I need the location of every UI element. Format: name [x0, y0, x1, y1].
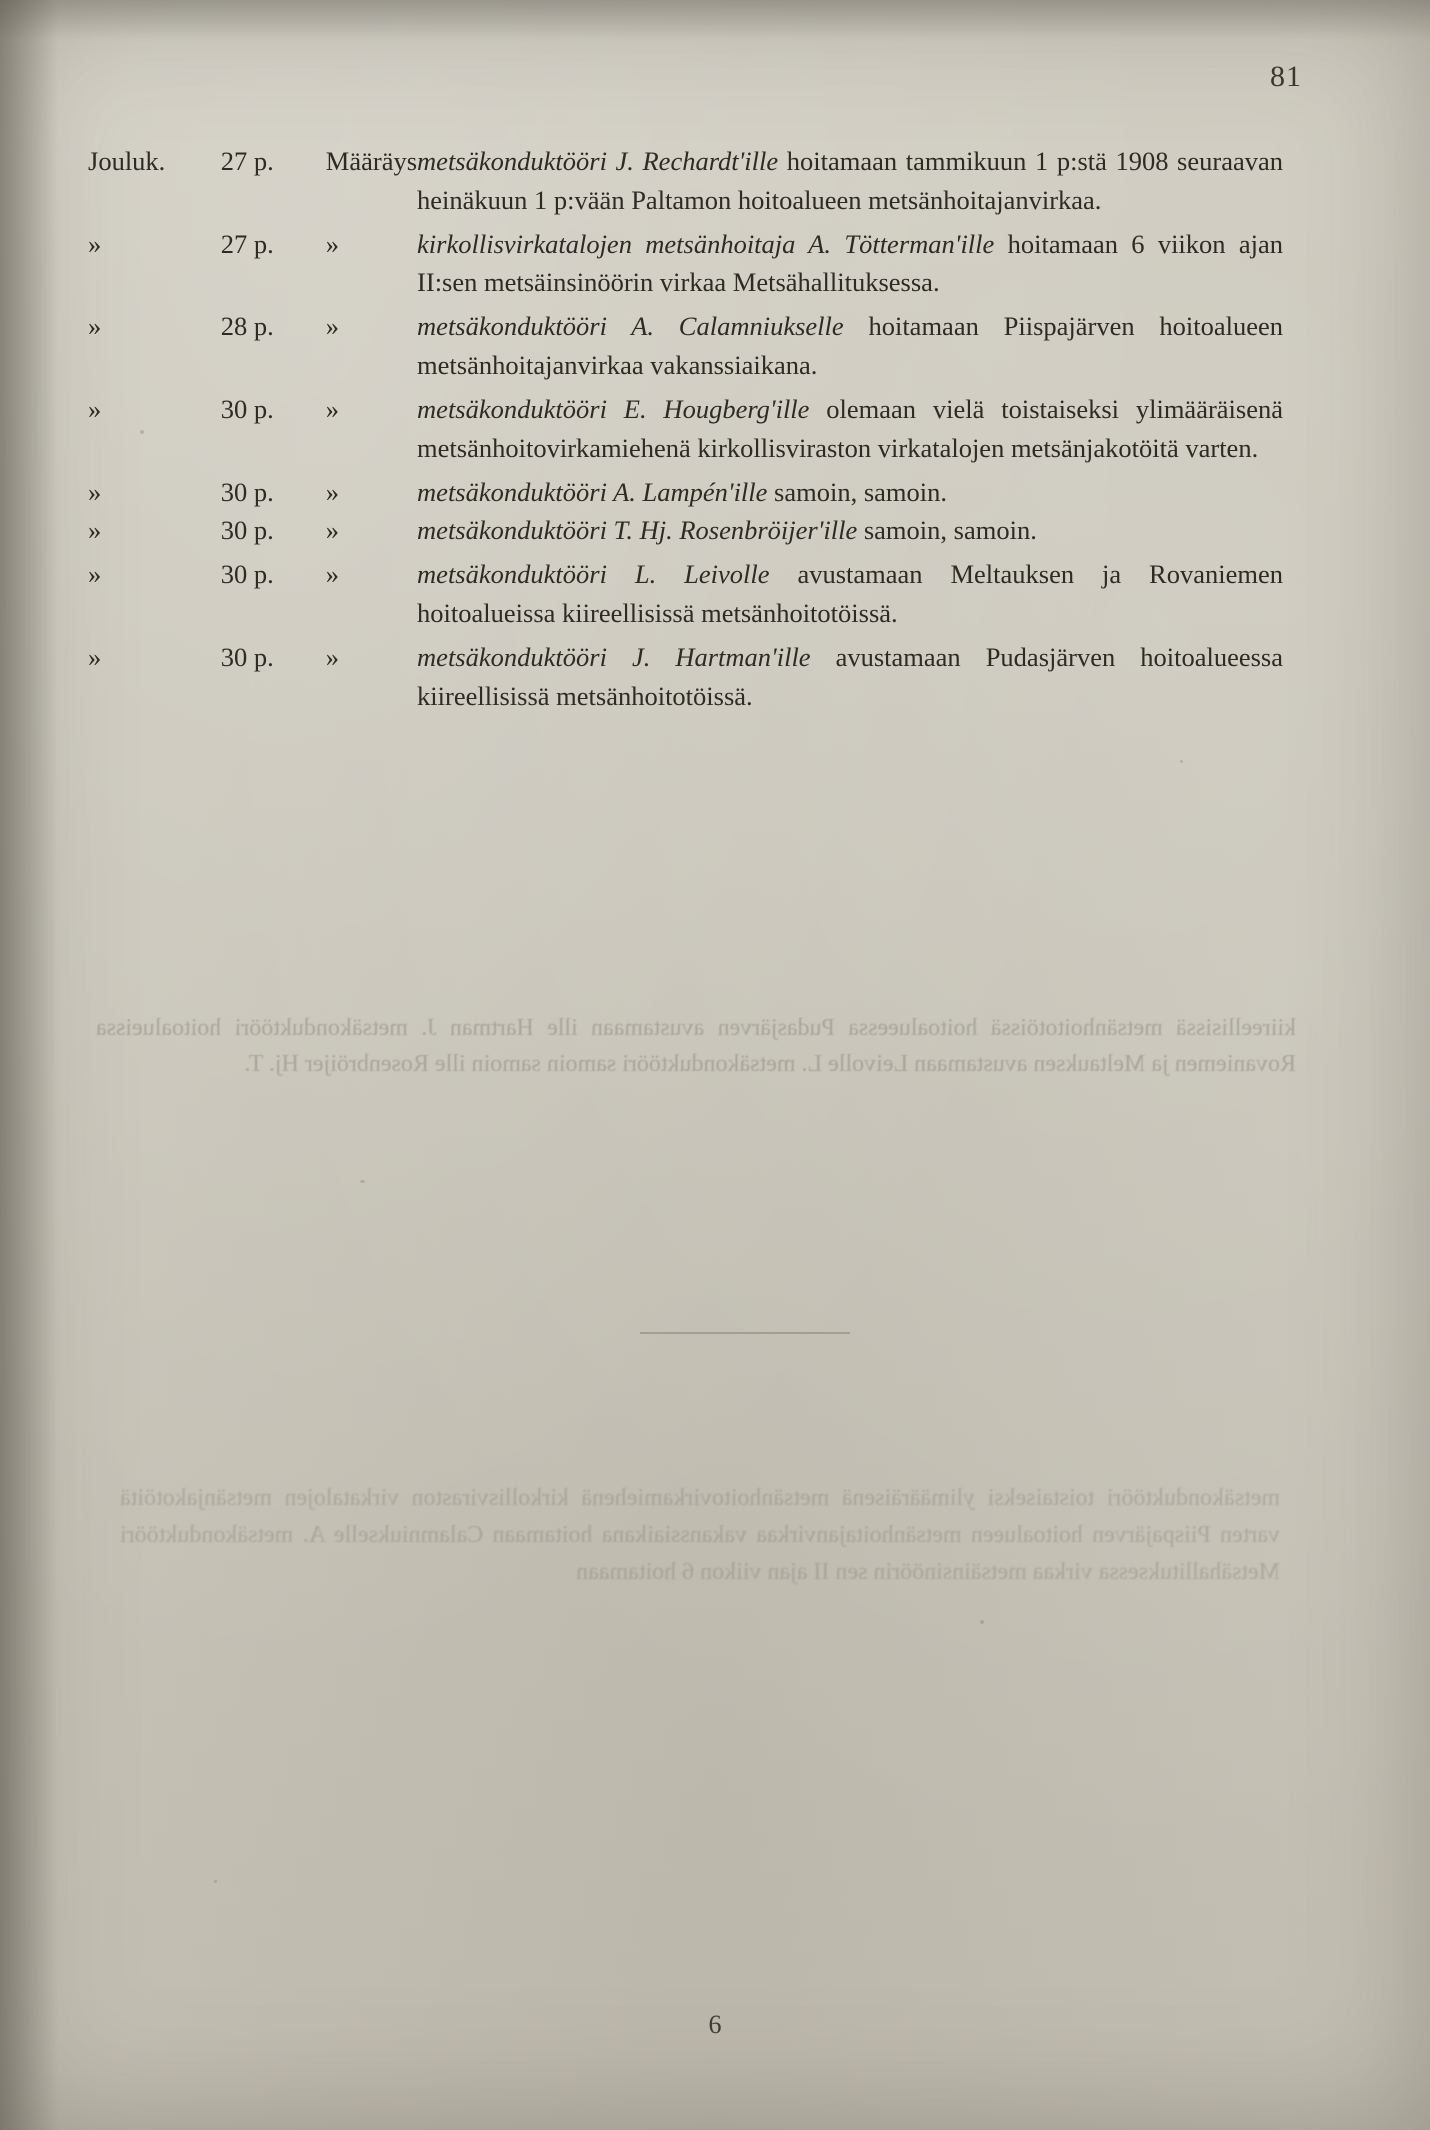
- entry-subject: metsäkonduktööri J. Rechardt'ille: [417, 146, 779, 176]
- entry-subject: metsäkonduktööri J. Hartman'ille: [417, 641, 811, 672]
- entry-subject: metsäkonduktööri T. Hj. Rosenbröijer'ille: [417, 515, 858, 546]
- entry-subject: metsäkonduktööri A. Lampén'ille: [417, 476, 768, 507]
- table-row: [88, 511, 1283, 550]
- page-edge-shadow-top: [0, 0, 1430, 40]
- table-row: [88, 390, 1283, 468]
- entries-table: [88, 142, 1283, 715]
- table-row: [88, 555, 1283, 633]
- entry-date: 30 p.: [220, 393, 274, 424]
- entry-body: [417, 307, 1283, 385]
- table-row: [88, 225, 1283, 303]
- entry-date: 30 p.: [220, 476, 274, 507]
- entry-body: [417, 511, 1283, 550]
- entry-body: [417, 390, 1283, 468]
- entry-month: »: [88, 228, 102, 259]
- entry-body: [417, 638, 1283, 716]
- table-row: [88, 307, 1283, 385]
- entry-date: 30 p.: [220, 559, 274, 590]
- table-row: [88, 142, 1283, 220]
- entry-text: hoitamaan 6 viikon ajan II:sen metsäinsinöörin virkaa Metsähallituksessa.: [417, 228, 1283, 298]
- entry-subject: kirkollisvirkatalojen metsänhoitaja A. Tötterman'ille: [417, 228, 995, 259]
- entry-month: »: [88, 515, 102, 546]
- scan-speck: [1180, 760, 1183, 763]
- page-number: 81: [1270, 60, 1302, 93]
- folio-number: 6: [708, 2010, 722, 2039]
- entry-date: 30 p.: [220, 641, 274, 672]
- entry-month: Jouluk.: [88, 146, 166, 176]
- entry-month: »: [88, 476, 102, 507]
- entry-text: avustamaan Meltauksen ja Rovaniemen hoitoalueissa kiireellisissä metsänhoitotöissä.: [417, 559, 1283, 628]
- show-through-text-upper: kiireellisissä metsänhoitotöissä hoitoalueessa Pudasjärven avustamaan ille Hartman J. metsäkonduktööri hoitoalueissa Rovaniemen ja Meltauksen avustamaan Leivolle L. metsäkonduktööri samoin samoin ille Rosenbröijer Hj. T.: [96, 1015, 1296, 1078]
- entry-month: »: [88, 641, 102, 672]
- entry-keyword: »: [325, 515, 340, 546]
- entry-keyword: »: [325, 311, 340, 342]
- entry-date: 30 p.: [220, 515, 274, 546]
- entry-text: olemaan vielä toistaiseksi ylimääräisenä metsänhoitovirkamiehenä kirkollisviraston virkatalojen metsänjakotöitä varten.: [417, 393, 1283, 463]
- table-row: [88, 473, 1283, 512]
- entry-subject: metsäkonduktööri E. Hougberg'ille: [417, 393, 810, 424]
- entry-list: [88, 142, 1298, 715]
- entry-keyword: »: [325, 559, 340, 590]
- entry-month: »: [88, 393, 102, 424]
- entry-keyword: »: [325, 641, 340, 672]
- entry-text: samoin, samoin.: [857, 515, 1037, 546]
- page-edge-shadow-left: [0, 0, 58, 2130]
- table-row: [88, 638, 1283, 716]
- entry-keyword: »: [325, 393, 340, 424]
- show-through-rule: [640, 1332, 850, 1334]
- scan-speck: [214, 1880, 217, 1883]
- entry-keyword: »: [325, 228, 340, 259]
- entry-body: [417, 555, 1283, 633]
- entry-date: 27 p.: [220, 228, 274, 259]
- entry-date: 27 p.: [220, 146, 274, 176]
- show-through-text-lower: metsäkonduktööri toistaiseksi ylimääräisenä metsänhoitovirkamiehenä kirkollisviraston virkatalojen metsänjakotöitä varten Piispajärven hoitoalueen metsänhoitajanvirkaa vakanssiaikana hoitamaan Calamniukselle A. metsäkonduktööri Metsähallituksessa virkaa metsäinsinöörin sen II ajan viikon 6 hoitamaan: [120, 1485, 1280, 1586]
- entry-keyword: Määräys: [325, 146, 418, 176]
- entry-subject: metsäkonduktööri L. Leivolle: [417, 559, 770, 590]
- entry-month: »: [88, 311, 102, 342]
- entry-month: »: [88, 559, 102, 590]
- entry-keyword: »: [325, 476, 340, 507]
- entry-text: hoitamaan tammikuun 1 p:stä 1908 seuraavan heinäkuun 1 p:vään Paltamon hoitoalueen metsänhoitajanvirkaa.: [417, 146, 1283, 215]
- entry-date: 28 p.: [220, 311, 274, 342]
- entry-text: avustamaan Pudasjärven hoitoalueessa kiireellisissä metsänhoitotöissä.: [417, 641, 1283, 711]
- entry-body: [417, 225, 1283, 303]
- scan-speck: [360, 1180, 365, 1183]
- scan-speck: [980, 1620, 984, 1624]
- entry-text: hoitamaan Piispajärven hoitoalueen metsänhoitajanvirkaa vakanssiaikana.: [417, 311, 1283, 381]
- entry-text: samoin, samoin.: [767, 476, 948, 507]
- entry-subject: metsäkonduktööri A. Calamniukselle: [417, 311, 844, 342]
- entry-body: [417, 142, 1283, 220]
- entry-body: [417, 473, 1283, 512]
